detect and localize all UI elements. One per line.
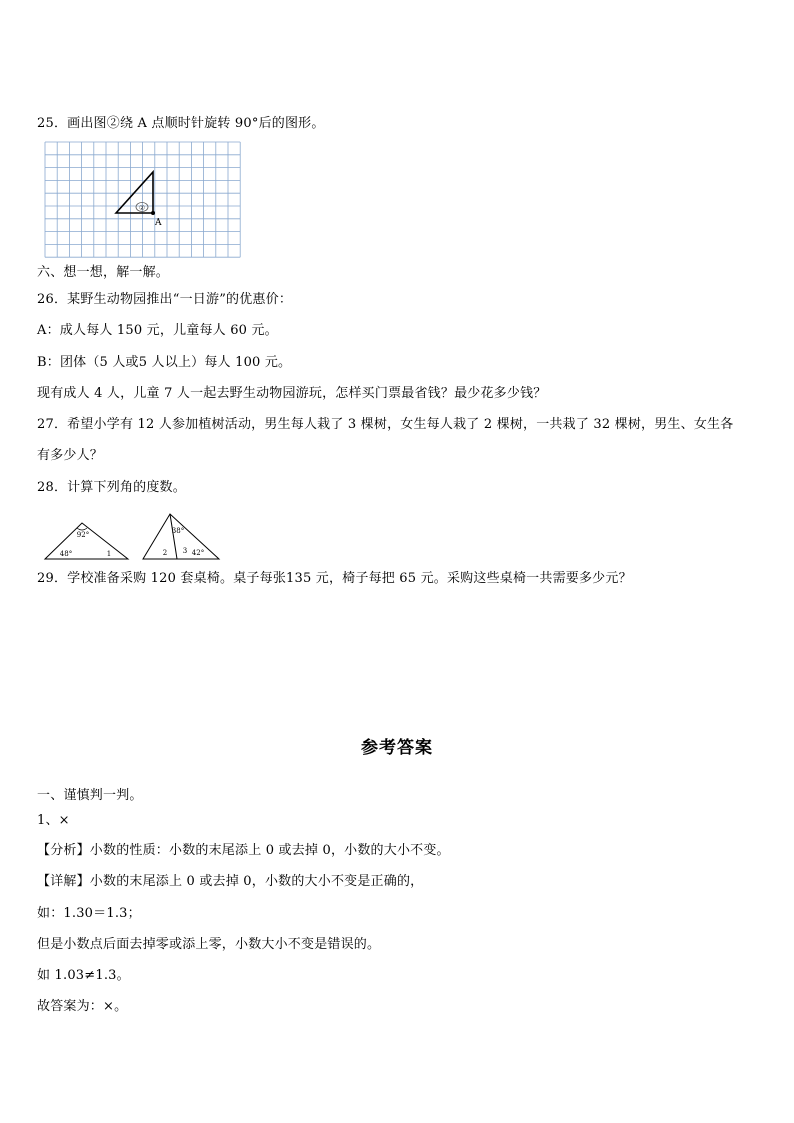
figure-label: ② [138, 204, 146, 212]
tri2-angle-3: 3 [182, 547, 188, 555]
tri1-left-angle: 48° [59, 550, 73, 558]
answer-example-1: 如：1.30＝1.3； [37, 906, 141, 921]
question-28: 28．计算下列角的度数。 [37, 480, 186, 495]
tri2-top-angle: 38° [171, 527, 185, 535]
question-26-option-a: A：成人每人 150 元，儿童每人 60 元。 [37, 323, 278, 338]
question-26-question: 现有成人 4 人，儿童 7 人一起去野生动物园游玩，怎样买门票最省钱？最少花多少钱？ [37, 386, 547, 401]
section-6-heading: 六、想一想，解一解。 [37, 265, 170, 280]
answer-item-1: 1、× [37, 813, 70, 828]
tri2-angle-2: 2 [162, 549, 168, 557]
grid-figure [44, 141, 242, 259]
answer-conclusion: 故答案为：×。 [37, 999, 128, 1014]
question-25: 25．画出图②绕 A 点顺时针旋转 90°后的图形。 [37, 116, 325, 131]
triangle-1-figure [42, 519, 132, 561]
question-29: 29．学校准备采购 120 套桌椅。桌子每张135 元，椅子每把 65 元。采购这些桌椅一共需要多少元？ [37, 571, 632, 586]
tri2-right-angle: 42° [191, 549, 205, 557]
answers-section-1: 一、谨慎判一判。 [37, 788, 143, 803]
answer-but: 但是小数点后面去掉零或添上零，小数大小不变是错误的。 [37, 937, 381, 952]
answers-title: 参考答案 [361, 738, 433, 758]
question-27-line1: 27．希望小学有 12 人参加植树活动，男生每人栽了 3 棵树，女生每人栽了 2 棵树，一共栽了 32 棵树，男生、女生各 [37, 417, 734, 432]
answer-analysis: 【分析】小数的性质：小数的末尾添上 0 或去掉 0，小数的大小不变。 [37, 843, 450, 858]
question-27-line2: 有多少人？ [37, 448, 104, 463]
question-26-intro: 26．某野生动物园推出“一日游”的优惠价： [37, 292, 293, 307]
answer-example-2: 如 1.03≠1.3。 [37, 968, 130, 983]
point-a-label: A [155, 218, 162, 228]
triangle-2-figure [140, 511, 222, 561]
question-26-option-b: B：团体（5 人或5 人以上）每人 100 元。 [37, 355, 292, 370]
answer-detail: 【详解】小数的末尾添上 0 或去掉 0，小数的大小不变是正确的， [37, 874, 424, 889]
tri1-right-angle: 1 [106, 550, 112, 558]
tri1-top-angle: 92° [76, 531, 90, 539]
triangle-2 [116, 172, 153, 213]
